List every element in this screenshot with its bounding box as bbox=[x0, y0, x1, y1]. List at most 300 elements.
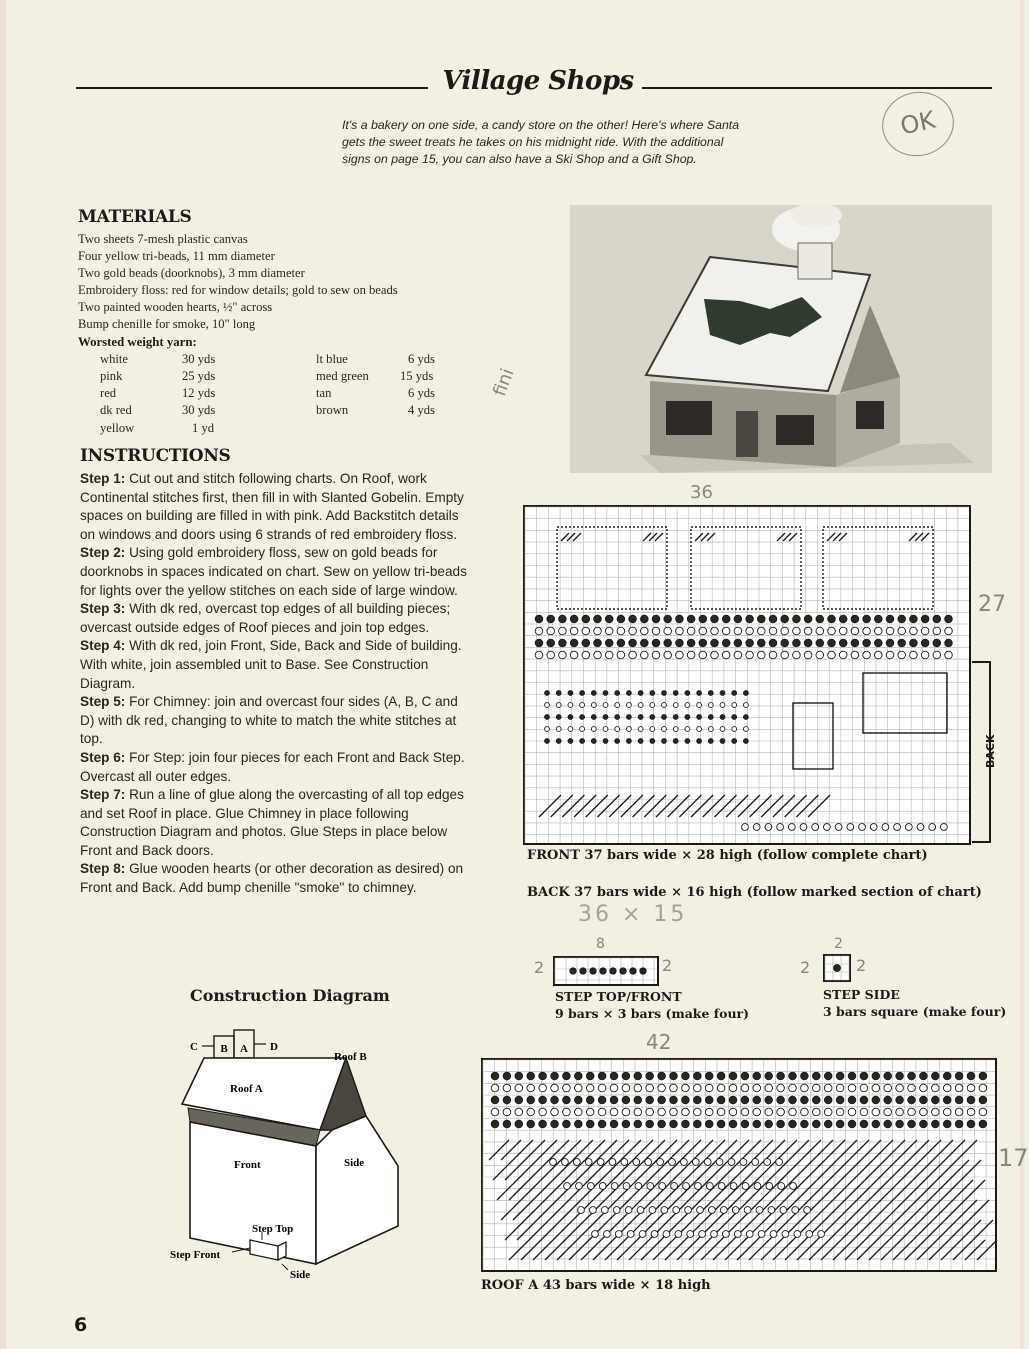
roof-dot-row bbox=[860, 1120, 868, 1128]
step-text: Run a line of glue along the overcasting of all top edges and set Roof in place. Glue Chimney in place following Construction Diagram and photos. Glue Steps in place below Front and Back doors. bbox=[80, 787, 464, 858]
roof-dot-row bbox=[967, 1084, 975, 1092]
roof-snow-dot-row bbox=[576, 1183, 583, 1190]
roof-dot-row bbox=[920, 1096, 928, 1104]
roof-dot-row bbox=[860, 1084, 868, 1092]
roof-snow-dot-row bbox=[742, 1183, 749, 1190]
materials-item: Bump chenille for smoke, 10" long bbox=[78, 317, 256, 332]
grid-lines bbox=[525, 507, 969, 843]
stitch-dot-row bbox=[839, 627, 847, 635]
bottom-dot-row bbox=[882, 824, 889, 831]
stitch-dot-row bbox=[793, 627, 801, 635]
roof-dot-row bbox=[955, 1084, 963, 1092]
stitch-dot-row bbox=[535, 639, 543, 647]
stitch-dot-row bbox=[781, 651, 789, 659]
roof-dot-row bbox=[896, 1084, 904, 1092]
stitch-dot-row bbox=[580, 715, 585, 720]
roof-dot-row bbox=[824, 1120, 832, 1128]
roof-dot-row bbox=[896, 1096, 904, 1104]
roof-dot-row bbox=[932, 1096, 940, 1104]
roof-snow-dot-row bbox=[659, 1183, 666, 1190]
stitch-dot-row bbox=[545, 703, 550, 708]
stitch-dot-row bbox=[535, 615, 543, 623]
roof-dot-row bbox=[753, 1120, 761, 1128]
roof-dot-row bbox=[777, 1108, 785, 1116]
stitch-dot-row bbox=[547, 615, 555, 623]
front-chart-grid bbox=[525, 507, 969, 843]
stitch-dot-row bbox=[582, 651, 590, 659]
handwritten-step-top-right: 2 bbox=[662, 956, 673, 975]
roof-snow-dot-row bbox=[699, 1231, 706, 1238]
roof-snow-dot-row bbox=[764, 1159, 771, 1166]
stitch-dot-row bbox=[535, 651, 543, 659]
stitch-dot-row bbox=[617, 627, 625, 635]
roof-dot-row bbox=[551, 1096, 559, 1104]
roof-snow-dot-row bbox=[573, 1159, 580, 1166]
stitch-dot-row bbox=[545, 691, 550, 696]
roof-snow-dot-row bbox=[661, 1207, 668, 1214]
roof-snow-dot-row bbox=[601, 1207, 608, 1214]
stitch-dot-row bbox=[676, 639, 684, 647]
roof-snow-dot-row bbox=[778, 1183, 785, 1190]
roof-slant-stitches bbox=[509, 1240, 997, 1260]
roof-dot-row bbox=[896, 1120, 904, 1128]
stitch-dot-row bbox=[556, 691, 561, 696]
roof-dot-row bbox=[610, 1096, 618, 1104]
roof-dot-row bbox=[503, 1072, 511, 1080]
roof-dot-row bbox=[682, 1096, 690, 1104]
stitch-dot-row bbox=[886, 651, 894, 659]
step-paragraph bbox=[80, 693, 472, 749]
roof-dot-row bbox=[598, 1072, 606, 1080]
stitch-dot-row bbox=[734, 615, 742, 623]
step-text: With dk red, overcast top edges of all building pieces; overcast outside edges of Roof pieces and join top edges. bbox=[80, 601, 451, 635]
roof-dot-row bbox=[527, 1072, 535, 1080]
step-top-dot bbox=[600, 968, 606, 974]
roof-dot-row bbox=[515, 1084, 523, 1092]
roof-snow-dot-row bbox=[621, 1159, 628, 1166]
stitch-dot-row bbox=[664, 627, 672, 635]
label-d: D bbox=[270, 1041, 278, 1053]
roof-dot-row bbox=[765, 1120, 773, 1128]
step-paragraph bbox=[80, 860, 472, 897]
yarn-right-amounts bbox=[400, 351, 435, 420]
step-label: Step 2: bbox=[80, 545, 126, 561]
stitch-dot-row bbox=[662, 727, 667, 732]
roof-snow-dot-row bbox=[794, 1231, 801, 1238]
roof-dot-row bbox=[717, 1108, 725, 1116]
page-number: 6 bbox=[74, 1314, 88, 1336]
handwritten-photo-note: fini bbox=[489, 365, 519, 400]
step-top-dot bbox=[630, 968, 636, 974]
stitch-dot-row bbox=[746, 627, 754, 635]
step-paragraph bbox=[80, 749, 472, 786]
roof-dot-row bbox=[932, 1072, 940, 1080]
roof-dot-row bbox=[765, 1108, 773, 1116]
back-section-label: BACK bbox=[984, 734, 997, 768]
yarn-amount: 1 yd bbox=[192, 420, 215, 435]
yarn-amount: 6 yds bbox=[408, 386, 435, 401]
roof-dot-row bbox=[836, 1084, 844, 1092]
stitch-dot-row bbox=[652, 627, 660, 635]
roof-dot-row bbox=[705, 1120, 713, 1128]
step-text: For Step: join four pieces for each Front and Back Step. Overcast all outer edges. bbox=[80, 749, 465, 784]
stitch-dot-row bbox=[580, 703, 585, 708]
roof-dot-row bbox=[705, 1096, 713, 1104]
stitch-dot-row bbox=[559, 651, 567, 659]
window-stitch-right bbox=[643, 533, 663, 541]
construction-diagram bbox=[166, 1026, 406, 1286]
stitch-dot-row bbox=[638, 739, 643, 744]
roof-snow-dot-row bbox=[744, 1207, 751, 1214]
stitch-dot-row bbox=[673, 715, 678, 720]
roof-dot-row bbox=[801, 1096, 809, 1104]
roof-dot-row bbox=[943, 1096, 951, 1104]
roof-dot-row bbox=[753, 1084, 761, 1092]
front-back-chart bbox=[523, 505, 971, 845]
roof-dot-row bbox=[503, 1108, 511, 1116]
roof-dot-row bbox=[872, 1084, 880, 1092]
step-side-dot bbox=[834, 965, 841, 972]
stitch-dot-row bbox=[685, 691, 690, 696]
roof-snow-dot-row bbox=[604, 1231, 611, 1238]
step-top-dot bbox=[570, 968, 576, 974]
stitch-dot-row bbox=[898, 651, 906, 659]
stitch-dot-row bbox=[744, 703, 749, 708]
step-top-dot bbox=[590, 968, 596, 974]
stitch-dot-row bbox=[582, 639, 590, 647]
roof-dot-row bbox=[598, 1120, 606, 1128]
roof-snow-dot-row bbox=[768, 1207, 775, 1214]
step-text: For Chimney: join and overcast four sides (A, B, C and D) with dk red, changing to white to match the white stitches at top. bbox=[80, 694, 458, 747]
roof-dot-row bbox=[717, 1120, 725, 1128]
roof-dot-row bbox=[575, 1108, 583, 1116]
stitch-dot-row bbox=[769, 639, 777, 647]
roof-dot-row bbox=[884, 1108, 892, 1116]
stitch-dot-row bbox=[804, 615, 812, 623]
roof-dot-row bbox=[634, 1120, 642, 1128]
label-step-side: Side bbox=[290, 1269, 311, 1281]
stitch-dot-row bbox=[650, 727, 655, 732]
stitch-dot-row bbox=[875, 627, 883, 635]
roof-dot-row bbox=[670, 1108, 678, 1116]
stitch-dot-row bbox=[638, 703, 643, 708]
label-side: Side bbox=[344, 1157, 365, 1169]
stitch-dot-row bbox=[828, 627, 836, 635]
roof-snow-dot-row bbox=[692, 1159, 699, 1166]
roof-dot-row bbox=[563, 1084, 571, 1092]
roof-dot-row bbox=[682, 1084, 690, 1092]
stitch-dot-row bbox=[722, 627, 730, 635]
roof-dot-row bbox=[646, 1108, 654, 1116]
roof-dot-row bbox=[670, 1096, 678, 1104]
roof-dot-row bbox=[777, 1072, 785, 1080]
stitch-dot-row bbox=[629, 639, 637, 647]
step-label: Step 5: bbox=[80, 694, 126, 710]
stitch-dot-row bbox=[921, 639, 929, 647]
stitch-dot-row bbox=[664, 639, 672, 647]
step-text: Glue wooden hearts (or other decoration as desired) on Front and Back. Add bump chenille "smoke" to chimney. bbox=[80, 861, 464, 896]
stitch-dot-row bbox=[545, 727, 550, 732]
roof-dot-row bbox=[920, 1108, 928, 1116]
roof-snow-dot-row bbox=[587, 1183, 594, 1190]
stitch-dot-row bbox=[910, 651, 918, 659]
label-roof-a: Roof A bbox=[230, 1083, 263, 1095]
title-rule-left bbox=[76, 87, 428, 89]
roof-dot-row bbox=[943, 1108, 951, 1116]
stitch-dot-row bbox=[685, 703, 690, 708]
roof-dot-row bbox=[848, 1120, 856, 1128]
handwritten-step-side-right: 2 bbox=[856, 956, 867, 975]
roof-a-chart bbox=[481, 1058, 997, 1272]
bottom-dot-row bbox=[812, 824, 819, 831]
roof-dot-row bbox=[575, 1072, 583, 1080]
stitch-dot-row bbox=[697, 691, 702, 696]
roof-snow-dot-row bbox=[746, 1231, 753, 1238]
step-side-grid bbox=[825, 956, 849, 980]
stitch-dot-row bbox=[652, 639, 660, 647]
stitch-dot-row bbox=[559, 639, 567, 647]
materials-item: Embroidery floss: red for window details; gold to sew on beads bbox=[78, 283, 398, 298]
stitch-dot-row bbox=[744, 691, 749, 696]
handwritten-ok-mark: OK bbox=[876, 85, 960, 163]
roof-dot-row bbox=[979, 1072, 987, 1080]
bottom-dot-row bbox=[847, 824, 854, 831]
yarn-amount: 12 yds bbox=[182, 386, 216, 401]
stitch-dot-row bbox=[910, 639, 918, 647]
roof-snow-dot-row bbox=[770, 1231, 777, 1238]
roof-dot-row bbox=[753, 1096, 761, 1104]
label-roof-b: Roof B bbox=[334, 1051, 367, 1063]
bottom-dot-row bbox=[835, 824, 842, 831]
stitch-dot-row bbox=[945, 639, 953, 647]
roof-dot-row bbox=[979, 1108, 987, 1116]
stitch-dot-row bbox=[781, 615, 789, 623]
stitch-dot-row bbox=[851, 651, 859, 659]
stitch-dot-row bbox=[886, 627, 894, 635]
roof-dot-row bbox=[658, 1096, 666, 1104]
stitch-dot-row bbox=[804, 627, 812, 635]
roof-dot-row bbox=[515, 1108, 523, 1116]
stitch-dot-row bbox=[722, 615, 730, 623]
yarn-amount: 4 yds bbox=[408, 403, 435, 418]
roof-dot-row bbox=[860, 1108, 868, 1116]
roof-snow-dot-row bbox=[706, 1183, 713, 1190]
step-label: Step 4: bbox=[80, 638, 126, 654]
stitch-dot-row bbox=[828, 651, 836, 659]
stitch-dot-row bbox=[711, 627, 719, 635]
stitch-dot-row bbox=[570, 639, 578, 647]
bottom-dot-row bbox=[765, 824, 772, 831]
roof-dot-row bbox=[682, 1120, 690, 1128]
roof-snow-dot-row bbox=[611, 1183, 618, 1190]
stitch-dot-row bbox=[708, 715, 713, 720]
stitch-dot-row bbox=[547, 627, 555, 635]
stitch-dot-row bbox=[650, 715, 655, 720]
label-front: Front bbox=[234, 1159, 261, 1171]
roof-dot-row bbox=[491, 1072, 499, 1080]
step-label: Step 7: bbox=[80, 787, 126, 803]
roof-dot-row bbox=[813, 1084, 821, 1092]
roof-dot-row bbox=[979, 1096, 987, 1104]
roof-snow-dot-row bbox=[627, 1231, 634, 1238]
stitch-dot-row bbox=[673, 703, 678, 708]
roof-dot-row bbox=[955, 1096, 963, 1104]
stitch-dot-row bbox=[559, 615, 567, 623]
stitch-dot-row bbox=[662, 691, 667, 696]
window-stitch-left bbox=[561, 533, 581, 541]
roof-dot-row bbox=[836, 1096, 844, 1104]
roof-dot-row bbox=[884, 1096, 892, 1104]
roof-dot-row bbox=[765, 1096, 773, 1104]
roof-dot-row bbox=[753, 1072, 761, 1080]
roof-dot-row bbox=[491, 1108, 499, 1116]
roof-dot-row bbox=[943, 1072, 951, 1080]
stitch-dot-row bbox=[673, 739, 678, 744]
stitch-dot-row bbox=[863, 615, 871, 623]
bottom-dot-row bbox=[905, 824, 912, 831]
stitch-dot-row bbox=[744, 739, 749, 744]
stitch-dot-row bbox=[758, 615, 766, 623]
stitch-dot-row bbox=[816, 615, 824, 623]
roof-dot-row bbox=[884, 1084, 892, 1092]
roof-dot-row bbox=[610, 1072, 618, 1080]
handwritten-step-side-top: 2 bbox=[834, 936, 843, 952]
stitch-dot-row bbox=[746, 651, 754, 659]
roof-dot-row bbox=[943, 1084, 951, 1092]
materials-heading: MATERIALS bbox=[78, 207, 192, 227]
window-stitch-right bbox=[909, 533, 929, 541]
roof-dot-row bbox=[729, 1072, 737, 1080]
stitch-dot-row bbox=[641, 615, 649, 623]
roof-dot-row bbox=[682, 1072, 690, 1080]
yarn-color: pink bbox=[100, 368, 123, 383]
roof-caption: ROOF A 43 bars wide × 18 high bbox=[481, 1278, 711, 1293]
roof-dot-row bbox=[539, 1084, 547, 1092]
stitch-dot-row bbox=[732, 727, 737, 732]
roof-dot-row bbox=[586, 1072, 594, 1080]
roof-dot-row bbox=[848, 1072, 856, 1080]
roof-dot-row bbox=[777, 1120, 785, 1128]
materials-item: Four yellow tri-beads, 11 mm diameter bbox=[78, 249, 275, 264]
stitch-dot-row bbox=[673, 727, 678, 732]
roof-snow-dot-row bbox=[562, 1159, 569, 1166]
stitch-dot-row bbox=[839, 615, 847, 623]
roof-dot-row bbox=[872, 1120, 880, 1128]
roof-dot-row bbox=[896, 1072, 904, 1080]
instructions-section bbox=[80, 446, 472, 898]
stitch-dot-row bbox=[638, 691, 643, 696]
handwritten-front-height: 27 bbox=[978, 592, 1006, 617]
yarn-color: yellow bbox=[100, 420, 135, 435]
roof-snow-dot-row bbox=[651, 1231, 658, 1238]
roof-dot-row bbox=[765, 1072, 773, 1080]
roof-dot-row bbox=[491, 1084, 499, 1092]
window-stitch-left bbox=[827, 533, 847, 541]
step-text: With dk red, join Front, Side, Back and Side of building. With white, join assembled unit to Base. See Construction Diagram. bbox=[80, 638, 462, 691]
roof-dot-row bbox=[967, 1120, 975, 1128]
stitch-dot-row bbox=[734, 627, 742, 635]
stitch-dot-row bbox=[580, 739, 585, 744]
stitch-dot-row bbox=[898, 627, 906, 635]
bottom-dot-row bbox=[941, 824, 948, 831]
roof-dot-row bbox=[908, 1108, 916, 1116]
step-top-dot bbox=[640, 968, 646, 974]
stitch-dot-row bbox=[641, 627, 649, 635]
roof-snow-dot-row bbox=[732, 1207, 739, 1214]
roof-dot-row bbox=[908, 1120, 916, 1128]
yarn-color: red bbox=[100, 386, 117, 401]
stitch-dot-row bbox=[722, 639, 730, 647]
roof-dot-row bbox=[622, 1072, 630, 1080]
stitch-dot-row bbox=[662, 739, 667, 744]
intro-text: It's a bakery on one side, a candy store on the other! Here's where Santa gets the sweet treats he takes on his midnight ride. With the additional signs on page 15, you can also have a Ski Shop and a Gift Shop. bbox=[342, 118, 740, 167]
stitch-dot-row bbox=[556, 715, 561, 720]
stitch-dot-row bbox=[886, 615, 894, 623]
roof-dot-row bbox=[646, 1096, 654, 1104]
yarn-left-colors bbox=[100, 351, 134, 437]
roof-dot-row bbox=[789, 1084, 797, 1092]
roof-snow-dot-row bbox=[766, 1183, 773, 1190]
roof-chart-grid bbox=[483, 1060, 995, 1270]
stitch-dot-row bbox=[851, 615, 859, 623]
door-outline bbox=[793, 703, 833, 769]
step-top-dot bbox=[610, 968, 616, 974]
roof-snow-dot-row bbox=[635, 1183, 642, 1190]
roof-snow-dot-row bbox=[685, 1207, 692, 1214]
stitch-dot-row bbox=[933, 615, 941, 623]
roof-dot-row bbox=[694, 1120, 702, 1128]
yarn-amount: 25 yds bbox=[182, 368, 216, 383]
yarn-heading: Worsted weight yarn: bbox=[78, 334, 197, 349]
title-row bbox=[76, 66, 992, 106]
stitch-dot-row bbox=[722, 651, 730, 659]
stitch-dot-row bbox=[734, 651, 742, 659]
stitch-dot-row bbox=[910, 615, 918, 623]
step-side-shape bbox=[278, 1242, 286, 1260]
stitch-dot-row bbox=[652, 651, 660, 659]
roof-dot-row bbox=[670, 1084, 678, 1092]
stitch-dot-row bbox=[921, 615, 929, 623]
roof-snow-dot-row bbox=[663, 1231, 670, 1238]
roof-dot-row bbox=[563, 1108, 571, 1116]
stitch-dot-row bbox=[685, 715, 690, 720]
label-c: C bbox=[190, 1041, 198, 1053]
roof-snow-dot-row bbox=[681, 1159, 688, 1166]
roof-dot-row bbox=[705, 1072, 713, 1080]
roof-dot-row bbox=[741, 1072, 749, 1080]
roof-dot-row bbox=[801, 1072, 809, 1080]
bottom-slant-stitches bbox=[539, 795, 830, 817]
stitch-dot-row bbox=[933, 639, 941, 647]
step-label: Step 1: bbox=[80, 471, 126, 486]
roof-dot-row bbox=[824, 1084, 832, 1092]
roof-dot-row bbox=[563, 1096, 571, 1104]
roof-dot-row bbox=[789, 1120, 797, 1128]
stitch-dot-row bbox=[708, 703, 713, 708]
stitch-dot-row bbox=[758, 651, 766, 659]
yarn-right-colors bbox=[316, 351, 369, 420]
stitch-dot-row bbox=[627, 715, 632, 720]
roof-snow-dot-row bbox=[709, 1207, 716, 1214]
roof-snow-dot-row bbox=[695, 1183, 702, 1190]
roof-dot-row bbox=[932, 1108, 940, 1116]
roof-snow-dot-row bbox=[818, 1231, 825, 1238]
roof-dot-row bbox=[836, 1108, 844, 1116]
stitch-dot-row bbox=[851, 627, 859, 635]
stitch-dot-row bbox=[627, 691, 632, 696]
stitch-dot-row bbox=[781, 639, 789, 647]
bottom-dot-row bbox=[894, 824, 901, 831]
